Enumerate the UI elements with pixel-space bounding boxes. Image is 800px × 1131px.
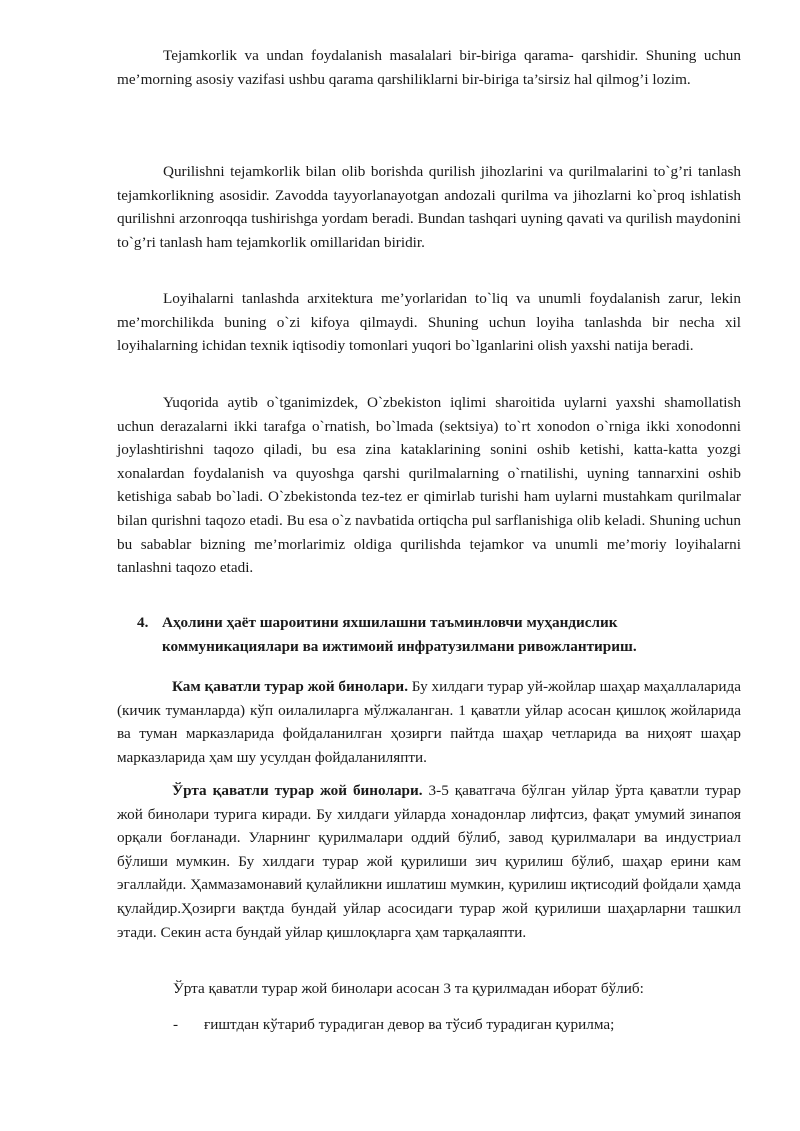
paragraph-equipment-selection: Qurilishni tejamkorlik bilan olib borishda qurilish jihozlarini va qurilmalarini to`g’ri tanlash tejamkorlikning asosidir. Zavodda tayyorlanayotgan andozali qurilma va jihozlarni ko`proq ishlatish qurilishni arzonroqqa tushirishga yordam beradi. Bundan tashqari uyning qavati va qurilish maydonini to`g’ri tanlash ham tejamkorlik omillaridan biridir. xyxy=(117,163,741,251)
mid-rise-text: 3-5 қаватгача бўлган уйлар ўрта қаватли турар жой бинолари турига киради. Бу хилдаги уйларда хонадонлар лифтсиз, фақат умумий зинапоя орқали боғланади. Уларнинг қурилмалари оддий бўлиб, завод қурилмалари ва индустриал бўлиши мумкин. Бу хилдаги турар жой қурилиши зич қурилиш бўлиб, шаҳар ерини кам эгаллайди. Ҳаммазамонавий қулайликни ишлатиш мумкин, қурилиш иқтисодий фойдали ҳамда қулайдир.Ҳозирги вақтда бундай уйлар асосидаги турар жой қурилиши шаҳарларни ташкил этади. Секин аста бундай уйлар қишлоқларга ҳам тарқалаяпти. xyxy=(117,782,741,941)
list-item-text: ғиштдан кўтариб турадиган девор ва тўсиб турадиган қурилма; xyxy=(204,1016,615,1033)
low-rise-lead: Кам қаватли турар жой бинолари. xyxy=(172,678,408,695)
mid-rise-lead: Ўрта қаватли турар жой бинолари. xyxy=(172,782,423,799)
section-title: Аҳолини ҳаёт шароитини яхшилашни таъминловчи муҳандислик коммуникациялари ва ижтимоий инфратузилмани ривожлантириш. xyxy=(162,614,637,655)
low-rise-text: Бу хилдаги турар уй-жойлар шаҳар маҳаллаларида (кичик туманларда) кўп оилалиларга мўлжаланган. 1 қаватли уйлар асосан қишлоқ жойларида ва туман марказларида фойдаланилган ҳозирги пайтда шаҳар четларида ва ниҳоят шаҳар марказларида ҳам шу усулдан фойдаланиляпти. xyxy=(117,678,741,766)
section-heading xyxy=(137,611,741,658)
paragraph-economy-intro: Tejamkorlik va undan foydalanish masalalari bir-biriga qarama- qarshidir. Shuning uchun me’morning asosiy vazifasi ushbu qarama qarshiliklarni bir-biriga ta’sirsiz hal qilmog’i lozim. xyxy=(117,47,741,88)
section-number: 4. xyxy=(137,614,149,631)
paragraph-mid-rise xyxy=(117,779,741,944)
paragraph-structure-intro: Ўрта қаватли турар жой бинолари асосан 3 та қурилмадан иборат бўлиб: xyxy=(173,980,644,997)
list-item xyxy=(173,1013,753,1037)
paragraph-uzbekistan-climate: Yuqorida aytib o`tganimizdek, O`zbekiston iqlimi sharoitida uylarni yaxshi shamollatish uchun derazalarni ikki tarafga o`rnatish, bo`lmada (sektsiya) to`rt xonodon o`rniga ikki xonodonni joylashtirishni taqozo qiladi, bu esa zina kataklarining sonini oshib ketishi, katta-katta yozgi xonalardan foydalanish va quyoshga qarshi qurilmalarning o`rnatilishi, uyning tannarxini oshib ketishiga sabab bo`ladi. O`zbekistonda tez-tez er qimirlab turishi ham uylarni mustahkam qurilmalar bilan qurishni taqozo etadi. Bu esa o`z navbatida ortiqcha pul sarflanishiga olib keladi. Shuning uchun bu sabablar bizning me’morlarimiz oldiga qurilishda tejamkor va unumli me’moriy loyihalarni tanlashni taqozo etadi. xyxy=(117,394,741,577)
list-dash: - xyxy=(173,1016,179,1033)
paragraph-low-rise xyxy=(117,675,741,769)
paragraph-project-selection: Loyihalarni tanlashda arxitektura me’yorlaridan to`liq va unumli foydalanish zarur, lekin me’morchilikda buning o`zi kifoya qilmaydi. Shuning uchun loyiha tanlashda bir necha xil loyihalarning ichidan texnik iqtisodiy tomonlari yuqori bo`lganlarini olish yaxshi natija beradi. xyxy=(117,290,741,355)
